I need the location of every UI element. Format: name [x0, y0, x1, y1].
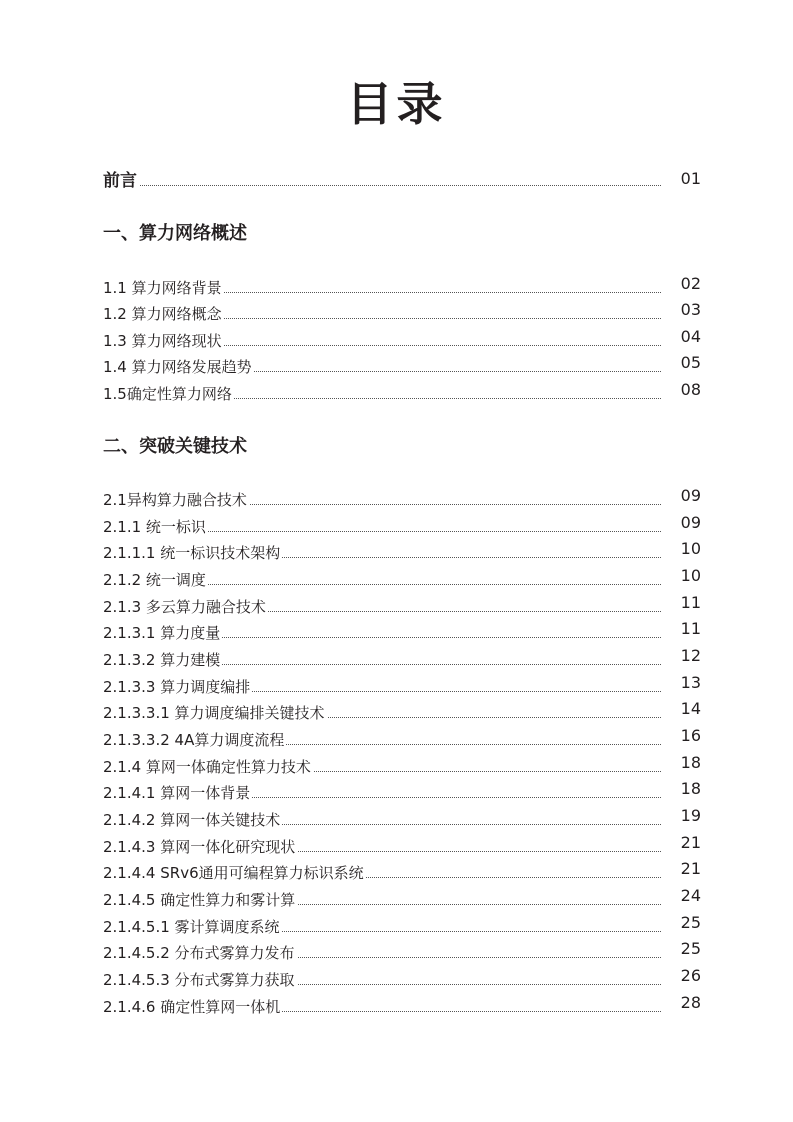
toc-entry[interactable]	[103, 781, 701, 805]
toc-page: 09	[680, 486, 701, 505]
toc-label: 2.1.4.6 确定性算网一体机	[103, 995, 282, 1019]
toc-label: 2.1.4.2 算网一体关键技术	[103, 808, 282, 832]
toc-entry[interactable]	[103, 835, 701, 859]
toc-entry[interactable]	[103, 488, 701, 512]
toc-entry[interactable]	[103, 888, 701, 912]
toc-entry[interactable]	[103, 675, 701, 699]
toc-page: 21	[680, 859, 701, 878]
toc-entry[interactable]	[103, 329, 701, 353]
toc-page: 12	[680, 646, 701, 665]
toc-label: 2.1异构算力融合技术	[103, 488, 249, 512]
toc-entry[interactable]	[103, 728, 701, 752]
toc-entry[interactable]	[103, 995, 701, 1019]
toc-entry[interactable]	[103, 276, 701, 300]
toc-entry[interactable]	[103, 941, 701, 965]
toc-page: 14	[680, 699, 701, 718]
toc-page: 04	[680, 327, 701, 346]
toc-label: 1.2 算力网络概念	[103, 302, 224, 326]
toc-label: 1.3 算力网络现状	[103, 329, 224, 353]
toc-entry[interactable]	[103, 595, 701, 619]
toc-page: 10	[680, 539, 701, 558]
toc-entry[interactable]	[103, 302, 701, 326]
toc-page: 13	[680, 673, 701, 692]
toc-entry[interactable]	[103, 382, 701, 406]
toc-label: 2.1.2 统一调度	[103, 568, 208, 592]
toc-label: 2.1.4.5.2 分布式雾算力发布	[103, 941, 297, 965]
toc-page: 18	[680, 753, 701, 772]
toc-page: 01	[680, 169, 701, 188]
toc-label: 2.1.4.5 确定性算力和雾计算	[103, 888, 297, 912]
toc-page: 10	[680, 566, 701, 585]
toc-page: 03	[680, 300, 701, 319]
toc-page: 09	[680, 513, 701, 532]
toc-entry[interactable]	[103, 755, 701, 779]
section-heading-2: 二、突破关键技术	[103, 436, 247, 457]
toc-page: 19	[680, 806, 701, 825]
toc-entry[interactable]	[103, 915, 701, 939]
toc-page: 21	[680, 833, 701, 852]
toc-label: 2.1.3 多云算力融合技术	[103, 595, 268, 619]
toc-label: 2.1.4.3 算网一体化研究现状	[103, 835, 297, 859]
toc-entry[interactable]	[103, 861, 701, 885]
toc-label: 2.1.4.4 SRv6通用可编程算力标识系统	[103, 861, 366, 885]
toc-entry[interactable]	[103, 541, 701, 565]
toc-label: 2.1.4.5.1 雾计算调度系统	[103, 915, 282, 939]
toc-page: 11	[680, 593, 701, 612]
toc-entry[interactable]	[103, 701, 701, 725]
toc-entry[interactable]	[103, 648, 701, 672]
toc-page: 24	[680, 886, 701, 905]
page-title: 目录	[346, 77, 447, 131]
toc-page: 05	[680, 353, 701, 372]
toc-entry-preface[interactable]	[103, 169, 701, 193]
toc-label: 2.1.4.5.3 分布式雾算力获取	[103, 968, 297, 992]
toc-page: 08	[680, 380, 701, 399]
toc-label: 2.1.3.3.2 4A算力调度流程	[103, 728, 286, 752]
toc-page: 02	[680, 274, 701, 293]
toc-page: 25	[680, 913, 701, 932]
toc-page: 16	[680, 726, 701, 745]
toc-entry[interactable]	[103, 968, 701, 992]
toc-label: 2.1.1 统一标识	[103, 515, 208, 539]
toc-label: 2.1.1.1 统一标识技术架构	[103, 541, 282, 565]
toc-entry[interactable]	[103, 515, 701, 539]
toc-entry[interactable]	[103, 355, 701, 379]
toc-label: 前言	[103, 171, 137, 191]
toc-page: 25	[680, 939, 701, 958]
toc-entry[interactable]	[103, 808, 701, 832]
toc-page: 18	[680, 779, 701, 798]
toc-label: 2.1.3.2 算力建模	[103, 648, 222, 672]
toc-page: 26	[680, 966, 701, 985]
toc-label: 2.1.4 算网一体确定性算力技术	[103, 755, 313, 779]
toc-label: 2.1.3.3 算力调度编排	[103, 675, 252, 699]
toc-label: 2.1.4.1 算网一体背景	[103, 781, 252, 805]
dot-leader	[103, 185, 661, 186]
toc-entry[interactable]	[103, 621, 701, 645]
section-heading-1: 一、算力网络概述	[103, 223, 247, 244]
toc-page: 28	[680, 993, 701, 1012]
toc-entry[interactable]	[103, 568, 701, 592]
toc-label: 1.1 算力网络背景	[103, 276, 224, 300]
toc-page: 11	[680, 619, 701, 638]
toc-label: 1.4 算力网络发展趋势	[103, 355, 254, 379]
toc-label: 2.1.3.1 算力度量	[103, 621, 222, 645]
toc-label: 2.1.3.3.1 算力调度编排关键技术	[103, 701, 327, 725]
toc-label: 1.5确定性算力网络	[103, 382, 234, 406]
